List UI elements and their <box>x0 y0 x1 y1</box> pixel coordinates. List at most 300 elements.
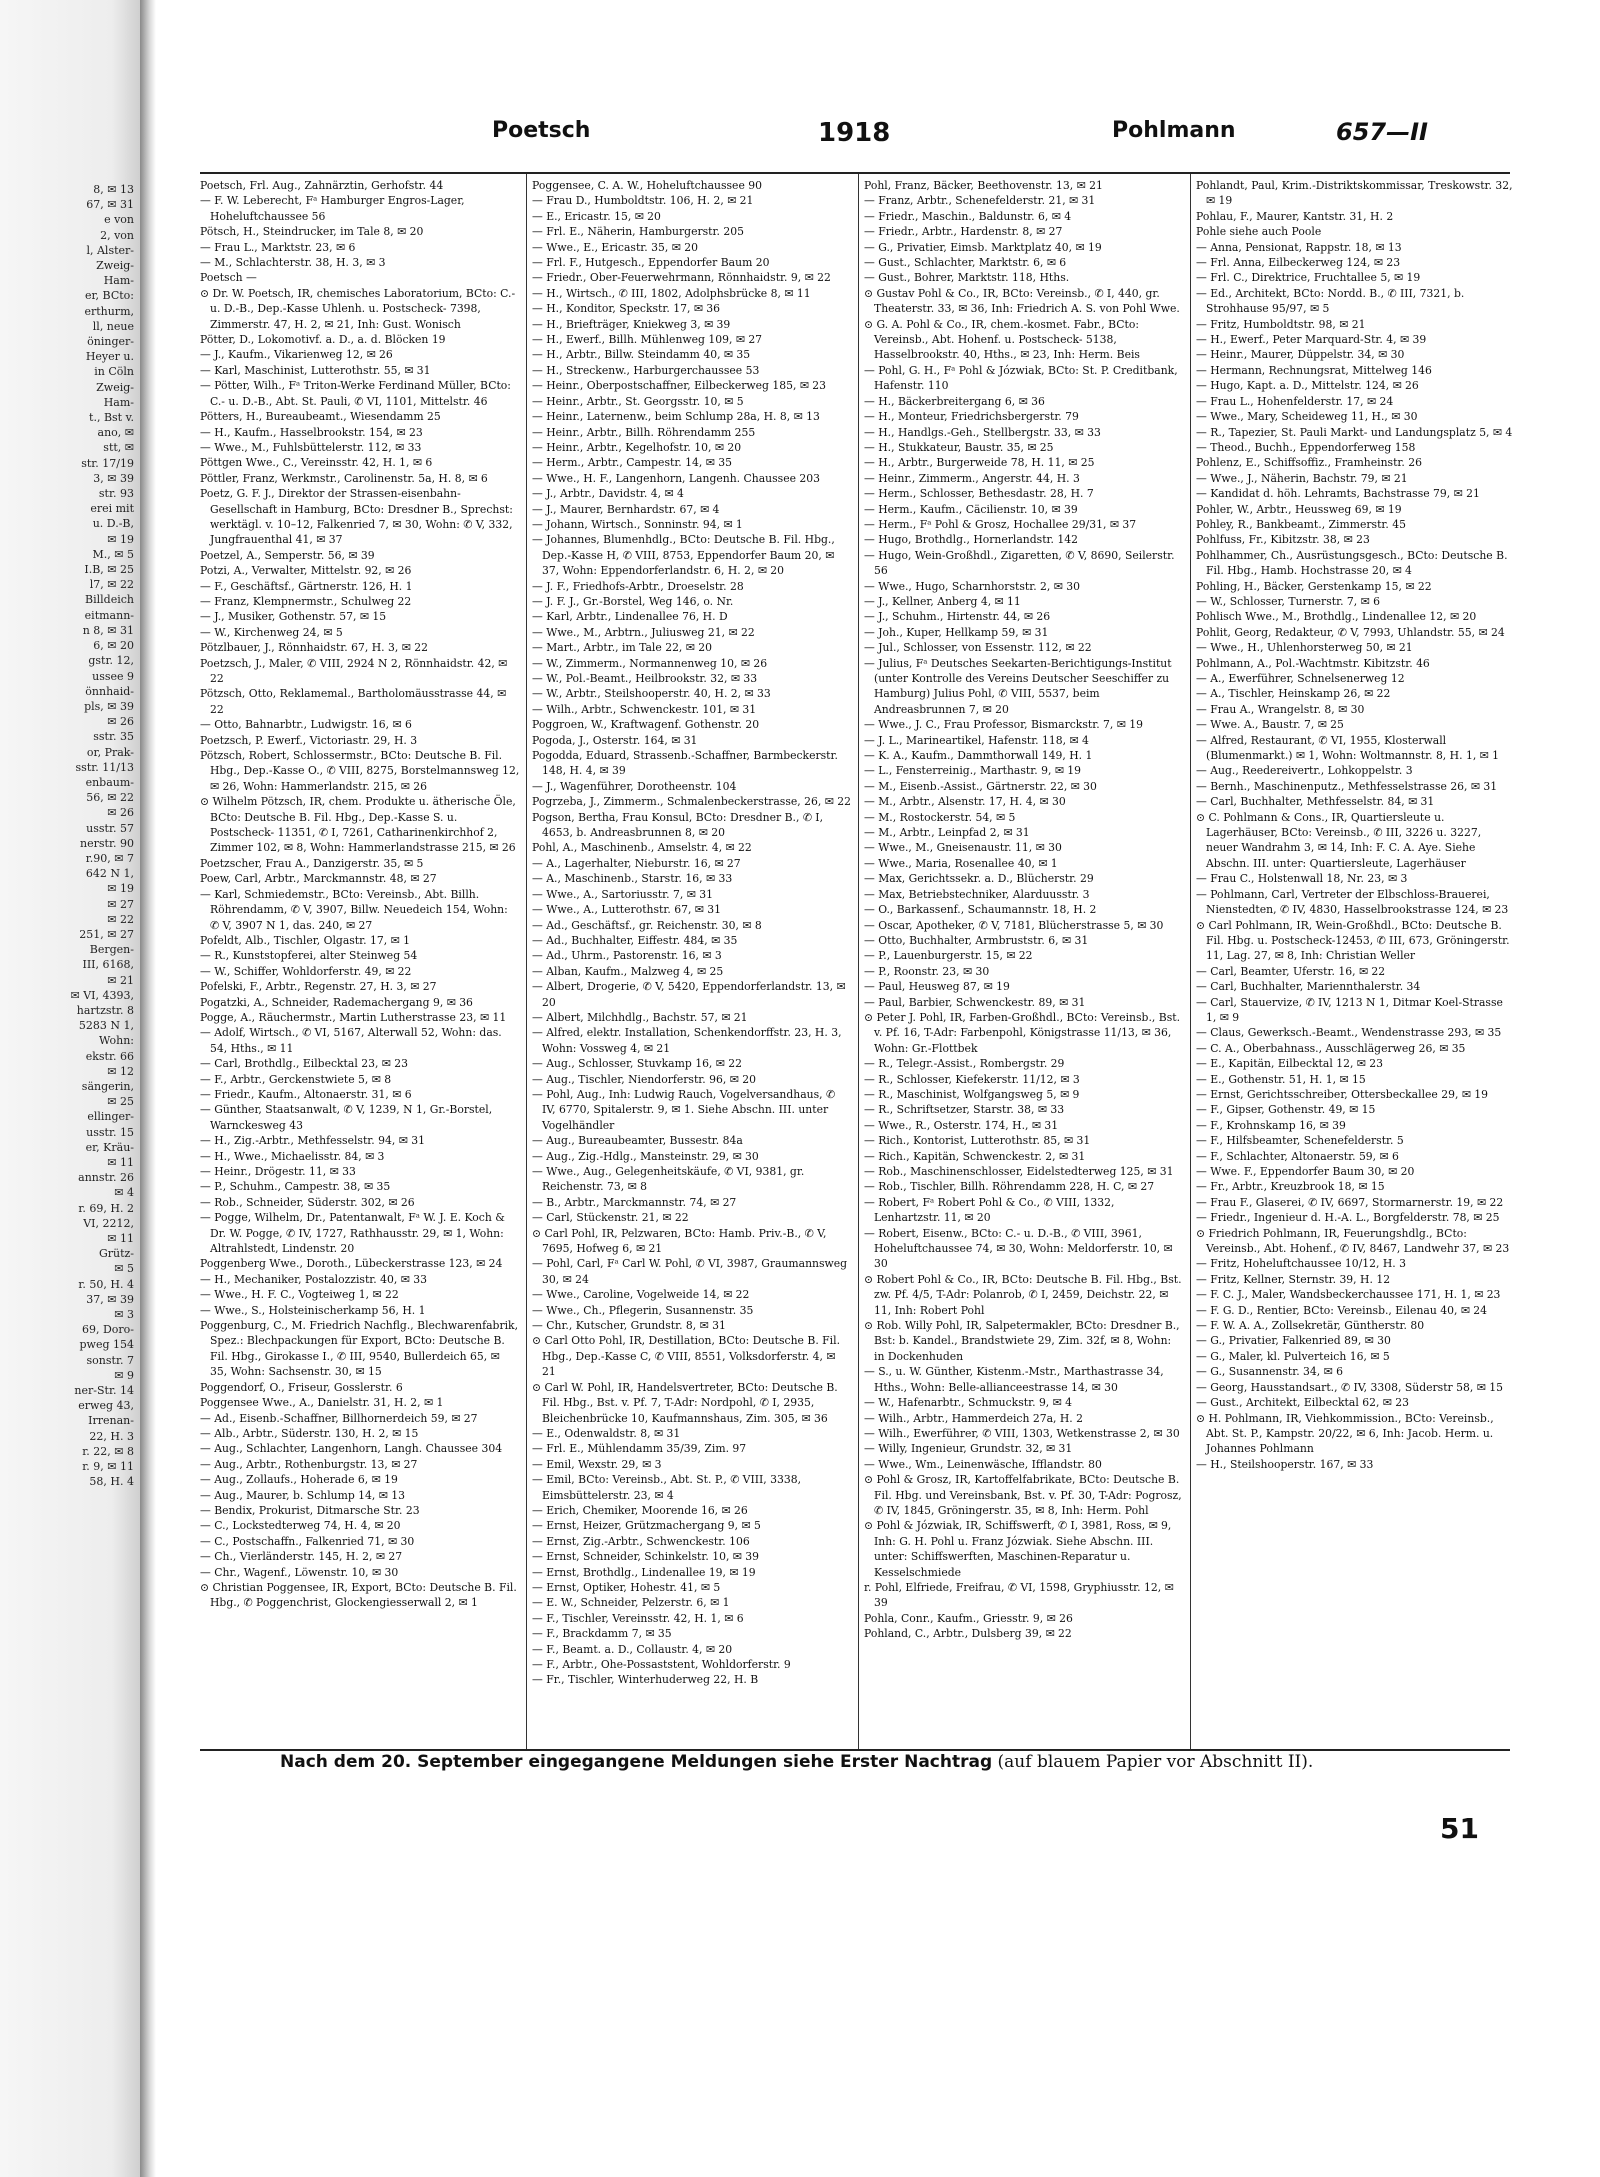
previous-page-fragment: ✉ 3 <box>114 1308 134 1322</box>
directory-entry: Pohlenz, E., Schiffsoffiz., Framheinstr. 26 <box>1196 456 1423 470</box>
directory-entry: — Wwe. F., Eppendorfer Baum 30, ✉ 20 <box>1196 1165 1415 1178</box>
column-3 <box>864 178 1184 1744</box>
directory-entry: — Carl, Stauervize, ✆ IV, 1213 N 1, Ditmar Koel-Strasse 1, ✉ 9 <box>1196 995 1503 1024</box>
directory-entry: Pötzsch, Robert, Schlossermstr., BCto: Deutsche B. Fil. Hbg., Dep.-Kasse O., ✆ VIII, 8275, Borstelmannsweg 12, ✉ 26, Wohn: Hammerlandstr. 215, ✉ 26 <box>200 749 520 793</box>
directory-entry: — F., Tischler, Vereinsstr. 42, H. 1, ✉ 6 <box>532 1611 744 1625</box>
directory-entry: — Paul, Barbier, Schwenckestr. 89, ✉ 31 <box>864 995 1086 1009</box>
directory-entry: Poggenburg, C., M. Friedrich Nachflg., Blechwarenfabrik, Spez.: Blechpackungen für Export, BCto: Deutsche B. Fil. Hbg., Girokasse I., ✆ III, 9540, Bullerdeich 65, ✉ 35, Wohn: Sachsenstr. 30, ✉ 15 <box>200 1319 519 1379</box>
directory-entry: — Pohl, Aug., Inh: Ludwig Rauch, Vogelversandhaus, ✆ IV, 6770, Spitalerstr. 9, ✉ 1. Siehe Abschn. III. unter Vogelhändler <box>532 1087 836 1132</box>
directory-entry: — Karl, Maschinist, Lutterothstr. 55, ✉ 31 <box>200 363 431 377</box>
directory-entry: — E., Ericastr. 15, ✉ 20 <box>532 209 661 223</box>
directory-entry: — M., Eisenb.-Assist., Gärtnerstr. 22, ✉ 30 <box>864 779 1097 793</box>
directory-entry: ⊙ G. A. Pohl & Co., IR, chem.-kosmet. Fabr., BCto: Vereinsb., Abt. Hohenf. u. Postscheck- 5138, Hasselbrookstr. 40, Hths., ✉ 23, Inh: Herm. Beis <box>864 317 1140 362</box>
directory-entry: Poetzscher, Frau A., Danzigerstr. 35, ✉ 5 <box>200 856 424 870</box>
directory-entry: — J., Kellner, Anberg 4, ✉ 11 <box>864 594 1021 608</box>
directory-entry: Pohlfuss, Fr., Kibitzstr. 38, ✉ 23 <box>1196 533 1370 547</box>
previous-page-fragment: erthurm, <box>84 304 134 318</box>
directory-entry: — Georg, Hausstandsart., ✆ IV, 3308, Süderstr 58, ✉ 15 <box>1196 1380 1503 1394</box>
directory-entry: — Frau C., Holstenwall 18, Nr. 23, ✉ 3 <box>1196 872 1408 886</box>
previous-page-fragment: Billdeich <box>85 593 134 607</box>
previous-page-fragment: önnhaid- <box>85 684 134 698</box>
directory-entry: — F. W. Leberecht, Fᵃ Hamburger Engros-Lager, Hoheluftchaussee 56 <box>200 194 465 223</box>
previous-page-fragment: hartzstr. 8 <box>76 1003 134 1017</box>
directory-entry: — Fr., Arbtr., Kreuzbrook 18, ✉ 15 <box>1196 1180 1385 1194</box>
directory-entry: — Ernst, Heizer, Grützmachergang 9, ✉ 5 <box>532 1519 761 1533</box>
directory-entry: — S., u. W. Günther, Kistenm.-Mstr., Marthastrasse 34, Hths., Wohn: Belle-allianceestrasse 14, ✉ 30 <box>864 1365 1164 1394</box>
directory-entry: — F. G. D., Rentier, BCto: Vereinsb., Eilenau 40, ✉ 24 <box>1196 1303 1488 1317</box>
directory-entry: — Wwe., Wm., Leinenwäsche, Ifflandstr. 80 <box>864 1457 1102 1471</box>
directory-entry: — Jul., Schlosser, von Essenstr. 112, ✉ 22 <box>864 641 1092 655</box>
previous-page-fragment: ano, ✉ <box>97 426 134 440</box>
directory-entry: — E., Odenwaldstr. 8, ✉ 31 <box>532 1426 681 1440</box>
previous-page-edge <box>0 0 142 2177</box>
directory-entry: ⊙ Rob. Willy Pohl, IR, Salpetermakler, BCto: Dresdner B., Bst: b. Kandel., Brandstwiete 29, Zim. 32f, ✉ 8, Wohn: in Dockenhuden <box>864 1319 1180 1363</box>
previous-page-fragment: M., ✉ 5 <box>92 547 134 561</box>
directory-entry: Poetzsch, J., Maler, ✆ VIII, 2924 N 2, Rönnhaidstr. 42, ✉ 22 <box>200 656 508 685</box>
previous-page-fragment: e von <box>104 213 134 227</box>
previous-page-fragment: in Cöln <box>94 365 134 379</box>
previous-page-fragment: ✉ 19 <box>107 882 134 896</box>
directory-entry: ⊙ Carl Otto Pohl, IR, Destillation, BCto: Deutsche B. Fil. Hbg., Dep.-Kasse C, ✆ VIII, 8551, Volksdorferstr. 4, ✉ 21 <box>532 1334 841 1379</box>
directory-entry: Pohlau, F., Maurer, Kantstr. 31, H. 2 <box>1196 209 1394 223</box>
directory-entry: ⊙ Friedrich Pohlmann, IR, Feuerungshdlg., BCto: Vereinsb., Abt. Hohenf., ✆ IV, 8467, Landwehr 37, ✉ 23 <box>1196 1226 1510 1256</box>
directory-entry: — Max, Betriebstechniker, Alarduusstr. 3 <box>864 887 1090 901</box>
previous-page-fragment: n 8, ✉ 31 <box>82 623 134 637</box>
directory-entry: ⊙ Carl Pohl, IR, Pelzwaren, BCto: Hamb. Priv.-B., ✆ V, 7695, Hofweg 6, ✉ 21 <box>532 1226 827 1256</box>
directory-entry: — Herm., Kaufm., Cäcilienstr. 10, ✉ 39 <box>864 502 1078 516</box>
directory-entry: — W., Schiffer, Wohldorferstr. 49, ✉ 22 <box>200 964 412 978</box>
previous-page-fragment: Heyer u. <box>85 350 134 364</box>
previous-page-fragment: ✉ 12 <box>107 1064 134 1078</box>
directory-entry: Pogrzeba, J., Zimmerm., Schmalenbeckerstrasse, 26, ✉ 22 <box>532 795 851 809</box>
directory-entry: Pötters, H., Bureaubeamt., Wiesendamm 25 <box>200 410 441 424</box>
previous-page-fragment: enbaum- <box>85 775 134 789</box>
directory-entry: — A., Ewerführer, Schnelsenerweg 12 <box>1196 672 1405 685</box>
column-2 <box>532 178 852 1744</box>
previous-page-fragment: öninger- <box>87 335 134 349</box>
directory-entry: — Kandidat d. höh. Lehramts, Bachstrasse 79, ✉ 21 <box>1196 487 1480 501</box>
directory-entry: — Heinr., Laternenw., beim Schlump 28a, H. 8, ✉ 13 <box>532 410 820 424</box>
directory-entry: Poetzsch, P. Ewerf., Victoriastr. 29, H. 3 <box>200 733 418 747</box>
directory-entry: — Aug., Zollaufs., Hoherade 6, ✉ 19 <box>200 1473 398 1487</box>
directory-entry: — H., Ewerf., Billh. Mühlenweg 109, ✉ 27 <box>532 333 763 347</box>
previous-page-fragment: Grütz- <box>98 1247 134 1261</box>
previous-page-fragment: r. 9, ✉ 11 <box>82 1460 134 1474</box>
previous-page-fragment: ✉ 25 <box>107 1095 134 1109</box>
directory-entry: — W., Zimmerm., Normannenweg 10, ✉ 26 <box>532 656 768 670</box>
directory-entry: — W., Schlosser, Turnerstr. 7, ✉ 6 <box>1196 594 1381 608</box>
previous-page-fragment: Wohn: <box>98 1034 134 1048</box>
directory-entry: — G., Privatier, Eimsb. Marktplatz 40, ✉ 19 <box>864 240 1102 254</box>
directory-entry: — Rich., Kontorist, Lutterothstr. 85, ✉ 31 <box>864 1134 1091 1148</box>
directory-entry: Poggroen, W., Kraftwagenf. Gothenstr. 20 <box>532 718 760 732</box>
directory-entry: Pogoda, J., Osterstr. 164, ✉ 31 <box>532 733 698 747</box>
directory-entry: — Rob., Tischler, Billh. Röhrendamm 228, H. C, ✉ 27 <box>864 1180 1155 1194</box>
directory-entry: — H., Zig.-Arbtr., Methfesselstr. 94, ✉ 31 <box>200 1134 425 1148</box>
directory-entry: — Frl. C., Direktrice, Fruchtallee 5, ✉ 19 <box>1196 271 1421 285</box>
directory-entry: — F., Arbtr., Gerckenstwiete 5, ✉ 8 <box>200 1072 392 1086</box>
directory-entry: — A., Maschinenb., Starstr. 16, ✉ 33 <box>532 872 733 886</box>
directory-entry: Poetsch, Frl. Aug., Zahnärztin, Gerhofstr. 44 <box>200 179 444 192</box>
directory-entry: — J., Schuhm., Hirtenstr. 44, ✉ 26 <box>864 610 1051 624</box>
previous-page-fragment: pweg 154 <box>79 1338 134 1352</box>
directory-entry: — C., Postschaffn., Falkenried 71, ✉ 30 <box>200 1534 415 1548</box>
directory-entry: — Robert, Fᵃ Robert Pohl & Co., ✆ VIII, 1332, Lenhartzstr. 11, ✉ 20 <box>864 1195 1115 1225</box>
directory-entry: — Fr., Tischler, Winterhuderweg 22, H. B <box>532 1673 759 1687</box>
directory-entry: — Albert, Drogerie, ✆ V, 5420, Eppendorferlandstr. 13, ✉ 20 <box>532 980 846 1009</box>
directory-entry: — Aug., Tischler, Niendorferstr. 96, ✉ 20 <box>532 1072 756 1086</box>
previous-page-fragment: nerstr. 90 <box>80 836 134 850</box>
directory-entry: — J., Kaufm., Vikarienweg 12, ✉ 26 <box>200 348 393 362</box>
directory-entry: — Heinr., Arbtr., Billh. Röhrendamm 255 <box>532 425 756 439</box>
column-1 <box>200 178 520 1744</box>
previous-page-fragment: ✉ 5 <box>114 1262 134 1276</box>
directory-entry: Pohlisch Wwe., M., Brothdlg., Lindenallee 12, ✉ 20 <box>1196 610 1477 624</box>
directory-entry: — Ad., Buchhalter, Eiffestr. 484, ✉ 35 <box>532 933 738 947</box>
previous-page-fragment: l7, ✉ 22 <box>89 578 134 592</box>
directory-entry: — J., Wagenführer, Dorotheenstr. 104 <box>532 779 737 793</box>
header-last-entry: Pohlmann <box>1112 118 1236 143</box>
previous-page-fragment: ll, neue <box>92 319 134 333</box>
previous-page-fragment: er, BCto: <box>84 289 134 303</box>
directory-entry: — M., Arbtr., Leinpfad 2, ✉ 31 <box>864 826 1030 840</box>
directory-entry: ⊙ C. Pohlmann & Cons., IR, Quartiersleute u. Lagerhäuser, BCto: Vereinsb., ✆ III, 3226 u. 3227, neuer Wandrahm 3, ✉ 14, Inh: F. C. A. Aye. Siehe Abschn. III. unter: Quartiersleute, Lagerhäuser <box>1196 810 1482 870</box>
directory-entry: — Heinr., Oberpostschaffner, Eilbeckerweg 185, ✉ 23 <box>532 379 827 393</box>
directory-entry: — W., Arbtr., Steilshooperstr. 40, H. 2, ✉ 33 <box>532 687 771 701</box>
directory-entry: — A., Tischler, Heinskamp 26, ✉ 22 <box>1196 687 1391 701</box>
directory-entry: — R., Telegr.-Assist., Rombergstr. 29 <box>864 1057 1065 1071</box>
directory-entry: — C., Lockstedterweg 74, H. 4, ✉ 20 <box>200 1519 401 1533</box>
directory-entry: Potzi, A., Verwalter, Mittelstr. 92, ✉ 26 <box>200 564 412 578</box>
directory-entry: — Pohl, Carl, Fᵃ Carl W. Pohl, ✆ VI, 3987, Graumannsweg 30, ✉ 24 <box>532 1257 848 1286</box>
directory-entry: — Otto, Buchhalter, Armbruststr. 6, ✉ 31 <box>864 933 1089 947</box>
directory-entry: Pohlit, Georg, Redakteur, ✆ V, 7993, Uhlandstr. 55, ✉ 24 <box>1196 625 1505 639</box>
directory-entry: — Emil, BCto: Vereinsb., Abt. St. P., ✆ VIII, 3338, Eimsbüttelerstr. 23, ✉ 4 <box>532 1473 802 1502</box>
directory-entry: — Carl, Buchhalter, Mariennthalerstr. 34 <box>1196 980 1421 994</box>
directory-entry: — Wwe., A., Lutterothstr. 67, ✉ 31 <box>532 903 722 917</box>
previous-page-fragment: III, 6168, <box>82 958 134 972</box>
previous-page-fragment: erei mit <box>90 502 134 516</box>
column-rule <box>526 174 527 1749</box>
previous-page-fragment: 67, ✉ 31 <box>86 198 134 212</box>
previous-page-fragment: r. 69, H. 2 <box>78 1201 134 1215</box>
directory-entry: — Herm., Schlosser, Bethesdastr. 28, H. 7 <box>864 487 1094 501</box>
directory-entry: — Wwe., E., Ericastr. 35, ✉ 20 <box>532 240 698 254</box>
directory-columns <box>200 172 1513 1751</box>
directory-entry: — H., Stukkateur, Baustr. 35, ✉ 25 <box>864 440 1054 454</box>
previous-page-fragment: I.B, ✉ 25 <box>84 563 134 577</box>
directory-entry: — H., Wwe., Michaelisstr. 84, ✉ 3 <box>200 1149 385 1163</box>
directory-entry: — Wilh., Arbtr., Schwenckestr. 101, ✉ 31 <box>532 702 757 716</box>
directory-entry: — Oscar, Apotheker, ✆ V, 7181, Blücherstrasse 5, ✉ 30 <box>864 918 1164 932</box>
directory-entry: — H., Wirtsch., ✆ III, 1802, Adolphsbrücke 8, ✉ 11 <box>532 286 811 300</box>
directory-entry: — Anna, Pensionat, Rappstr. 18, ✉ 13 <box>1196 240 1402 254</box>
previous-page-fragment: t., Bst v. <box>89 411 134 425</box>
directory-entry: — Mart., Arbtr., im Tale 22, ✉ 20 <box>532 641 713 655</box>
directory-entry: — Willy, Ingenieur, Grundstr. 32, ✉ 31 <box>864 1442 1073 1456</box>
directory-entry: — Franz, Klempnermstr., Schulweg 22 <box>200 594 412 608</box>
directory-entry: — H., Arbtr., Billw. Steindamm 40, ✉ 35 <box>532 348 751 362</box>
directory-entry: — Fritz, Kellner, Sternstr. 39, H. 12 <box>1196 1272 1391 1286</box>
previous-page-fragment: Ham- <box>103 274 134 288</box>
previous-page-fragment: ellinger- <box>87 1110 134 1124</box>
directory-entry: — Hugo, Kapt. a. D., Mittelstr. 124, ✉ 26 <box>1196 379 1419 393</box>
column-rule <box>1190 174 1191 1749</box>
directory-entry: — F., Brackdamm 7, ✉ 35 <box>532 1627 672 1641</box>
directory-entry: — Heinr., Arbtr., St. Georgsstr. 10, ✉ 5 <box>532 394 744 408</box>
previous-page-fragment: Ham- <box>103 395 134 409</box>
directory-entry: — Wilh., Ewerführer, ✆ VIII, 1303, Wetkenstrasse 2, ✉ 30 <box>864 1426 1180 1440</box>
previous-page-fragment: sstr. 35 <box>93 730 134 744</box>
supplement-notice <box>280 1752 1520 1772</box>
directory-entry: — Adolf, Wirtsch., ✆ VI, 5167, Alterwall 52, Wohn: das. 54, Hths., ✉ 11 <box>200 1026 502 1055</box>
directory-entry: — W., Kirchenweg 24, ✉ 5 <box>200 625 343 639</box>
directory-entry: — J., Arbtr., Davidstr. 4, ✉ 4 <box>532 487 684 501</box>
directory-entry: — H., Bäckerbreitergang 6, ✉ 36 <box>864 394 1045 408</box>
directory-entry: — E., Kapitän, Eilbecktal 12, ✉ 23 <box>1196 1057 1384 1071</box>
directory-entry: — Heinr., Drögestr. 11, ✉ 33 <box>200 1165 356 1178</box>
directory-entry: — Heinr., Zimmerm., Angerstr. 44, H. 3 <box>864 471 1080 485</box>
previous-page-fragment: 58, H. 4 <box>89 1475 134 1489</box>
directory-entry: Pogatzki, A., Schneider, Rademachergang 9, ✉ 36 <box>200 995 473 1009</box>
directory-entry: — E., Gothenstr. 51, H. 1, ✉ 15 <box>1196 1072 1366 1086</box>
directory-entry: — Wwe., Aug., Gelegenheitskäufe, ✆ VI, 9381, gr. Reichenstr. 73, ✉ 8 <box>532 1165 805 1194</box>
directory-entry: — Fritz, Humboldtstr. 98, ✉ 21 <box>1196 317 1366 331</box>
directory-entry: Pohl, Franz, Bäcker, Beethovenstr. 13, ✉ 21 <box>864 179 1103 192</box>
directory-entry: — Franz, Arbtr., Schenefelderstr. 21, ✉ 31 <box>864 194 1096 208</box>
directory-entry: — Chr., Wagenf., Löwenstr. 10, ✉ 30 <box>200 1565 399 1579</box>
directory-entry: — Claus, Gewerksch.-Beamt., Wendenstrasse 293, ✉ 35 <box>1196 1026 1502 1040</box>
directory-entry: — Karl, Arbtr., Lindenallee 76, H. D <box>532 610 728 624</box>
previous-page-fragment: ✉ 4 <box>114 1186 134 1200</box>
previous-page-fragment: 56, ✉ 22 <box>86 791 134 805</box>
directory-entry: ⊙ Robert Pohl & Co., IR, BCto: Deutsche B. Fil. Hbg., Bst. zw. Pf. 4/5, T-Adr: Polanrob, ✆ I, 2459, Deichstr. 22, ✉ 11, Inh: Robert Pohl <box>864 1272 1182 1317</box>
directory-entry: — Ch., Vierländerstr. 145, H. 2, ✉ 27 <box>200 1550 403 1564</box>
directory-entry: Poggensee, C. A. W., Hoheluftchaussee 90 <box>532 179 763 192</box>
directory-entry: — Wwe., Mary, Scheideweg 11, H., ✉ 30 <box>1196 410 1418 424</box>
directory-entry: — H., Steilshooperstr. 167, ✉ 33 <box>1196 1457 1374 1471</box>
directory-entry: — K. A., Kaufm., Dammthorwall 149, H. 1 <box>864 749 1093 763</box>
directory-entry: — Wwe., A., Sartoriusstr. 7, ✉ 31 <box>532 887 713 901</box>
directory-entry: — J. L., Marineartikel, Hafenstr. 118, ✉ 4 <box>864 733 1089 747</box>
previous-page-fragment: r. 50, H. 4 <box>78 1277 134 1291</box>
previous-page-fragment: 22, H. 3 <box>89 1429 134 1443</box>
directory-entry: — R., Schriftsetzer, Starstr. 38, ✉ 33 <box>864 1103 1065 1117</box>
directory-entry: Pötter, D., Lokomotivf. a. D., a. d. Blöcken 19 <box>200 333 446 347</box>
previous-page-fragment: 8, ✉ 13 <box>93 183 134 196</box>
previous-page-fragment: r. 22, ✉ 8 <box>82 1444 134 1458</box>
directory-entry: — G., Privatier, Falkenried 89, ✉ 30 <box>1196 1334 1391 1348</box>
directory-entry: ⊙ Christian Poggensee, IR, Export, BCto: Deutsche B. Fil. Hbg., ✆ Poggenchrist, Glockengiesserwall 2, ✉ 1 <box>200 1580 517 1610</box>
directory-entry: — Ed., Architekt, BCto: Nordd. B., ✆ III, 7321, b. Strohhause 95/97, ✉ 5 <box>1196 286 1465 316</box>
directory-entry: — H., Streckenw., Harburgerchaussee 53 <box>532 363 760 377</box>
directory-entry: — F., Beamt. a. D., Collaustr. 4, ✉ 20 <box>532 1642 733 1656</box>
previous-page-fragment: usstr. 57 <box>86 821 134 835</box>
directory-entry: — E. W., Schneider, Pelzerstr. 6, ✉ 1 <box>532 1596 730 1610</box>
previous-page-fragment: ✉ 22 <box>107 912 134 926</box>
directory-entry: r. Pohl, Elfriede, Freifrau, ✆ VI, 1598, Gryphiusstr. 12, ✉ 39 <box>864 1580 1174 1610</box>
directory-entry: — F. W. A. A., Zollsekretär, Güntherstr. 80 <box>1196 1319 1425 1333</box>
previous-page-fragment: eitmann- <box>84 608 134 622</box>
directory-entry: — Frau D., Humboldtstr. 106, H. 2, ✉ 21 <box>532 194 754 208</box>
previous-page-fragment: l, Alster- <box>86 243 134 257</box>
previous-page-fragment: Zweig- <box>96 259 134 273</box>
directory-entry: — Otto, Bahnarbtr., Ludwigstr. 16, ✉ 6 <box>200 718 412 732</box>
directory-entry: Pöttler, Franz, Werkmstr., Carolinenstr. 5a, H. 8, ✉ 6 <box>200 471 488 485</box>
directory-entry: Poew, Carl, Arbtr., Marckmannstr. 48, ✉ 27 <box>200 872 437 886</box>
directory-entry: — Frau A., Wrangelstr. 8, ✉ 30 <box>1196 702 1365 716</box>
directory-entry: — R., Maschinist, Wolfgangsweg 5, ✉ 9 <box>864 1087 1080 1101</box>
previous-page-fragment: stt, ✉ <box>103 441 134 455</box>
previous-page-fragment: ✉ 26 <box>107 715 134 729</box>
header-year: 1918 <box>818 118 891 148</box>
directory-entry: — B., Arbtr., Marckmannstr. 74, ✉ 27 <box>532 1195 737 1209</box>
previous-page-fragment: ✉ 19 <box>107 532 134 546</box>
directory-entry: — M., Schlachterstr. 38, H. 3, ✉ 3 <box>200 256 386 270</box>
directory-entry: — Gust., Bohrer, Marktstr. 118, Hths. <box>864 271 1070 285</box>
directory-entry: Poggenberg Wwe., Doroth., Lübeckerstrasse 123, ✉ 24 <box>200 1257 503 1271</box>
directory-entry: — Rob., Schneider, Süderstr. 302, ✉ 26 <box>200 1195 415 1209</box>
directory-entry: — Carl, Buchhalter, Methfesselstr. 84, ✉ 31 <box>1196 795 1435 809</box>
directory-entry: — Günther, Staatsanwalt, ✆ V, 1239, N 1, Gr.-Borstel, Warnckesweg 43 <box>200 1103 493 1132</box>
previous-page-fragment: sängerin, <box>81 1079 134 1093</box>
directory-entry: — Wwe., Caroline, Vogelweide 14, ✉ 22 <box>532 1288 750 1302</box>
directory-entry: — Frl. E., Mühlendamm 35/39, Zim. 97 <box>532 1442 747 1456</box>
directory-entry: — Frl. F., Hutgesch., Eppendorfer Baum 20 <box>532 256 770 270</box>
directory-entry: — Rob., Maschinenschlosser, Eidelstedterweg 125, ✉ 31 <box>864 1165 1174 1178</box>
directory-entry: — R., Kunststopferei, alter Steinweg 54 <box>200 949 418 963</box>
previous-page-fragment: erweg 43, <box>78 1399 134 1413</box>
directory-entry: — Aug., Reedereivertr., Lohkoppelstr. 3 <box>1196 764 1413 778</box>
directory-entry: — Ernst, Gerichtsschreiber, Ottersbeckallee 29, ✉ 19 <box>1196 1087 1489 1101</box>
previous-page-fragment: Irrenan- <box>88 1414 134 1428</box>
directory-entry: — Alfred, elektr. Installation, Schenkendorffstr. 23, H. 3, Wohn: Vossweg 4, ✉ 21 <box>532 1026 842 1055</box>
directory-entry: — C. A., Oberbahnass., Ausschlägerweg 26, ✉ 35 <box>1196 1041 1466 1055</box>
folio-number: 51 <box>1440 1812 1479 1845</box>
directory-entry: Pofelski, F., Arbtr., Regenstr. 27, H. 3, ✉ 27 <box>200 980 437 994</box>
previous-page-fragment: ✉ 9 <box>114 1368 134 1382</box>
directory-entry: — Ernst, Zig.-Arbtr., Schwenckestr. 106 <box>532 1534 750 1548</box>
previous-page-fragment: ✉ 27 <box>107 897 134 911</box>
supplement-notice-sub: (auf blauem Papier vor Abschnitt II). <box>997 1752 1314 1772</box>
previous-page-fragment: usstr. 15 <box>86 1125 134 1139</box>
supplement-notice-main: Nach dem 20. September eingegangene Meldungen siehe Erster Nachtrag <box>280 1752 993 1772</box>
previous-page-fragment: or, Prak- <box>86 745 134 759</box>
directory-entry: Pogge, A., Räuchermstr., Martin Lutherstrasse 23, ✉ 11 <box>200 1010 507 1024</box>
directory-entry: — Johannes, Blumenhdlg., BCto: Deutsche B. Fil. Hbg., Dep.-Kasse H, ✆ VIII, 8753, Eppendorfer Baum 20, ✉ 37, Wohn: Eppendorferlandstr. 6, H. 2, ✉ 20 <box>532 533 835 578</box>
directory-entry: — Ernst, Optiker, Hohestr. 41, ✉ 5 <box>532 1580 721 1594</box>
directory-entry: — H., Kaufm., Hasselbrookstr. 154, ✉ 23 <box>200 425 423 439</box>
previous-page-fragment: ✉ 21 <box>107 973 134 987</box>
directory-entry: ⊙ Pohl & Józwiak, IR, Schiffswerft, ✆ I, 3981, Ross, ✉ 9, Inh: G. H. Pohl u. Franz Józwiak. Siehe Abschn. III. unter: Schiffswerften, Maschinen-Reparatur u. Kesselschmiede <box>864 1519 1172 1579</box>
previous-page-fragment: ekstr. 66 <box>85 1049 134 1063</box>
directory-entry: — Max, Gerichtssekr. a. D., Blücherstr. 29 <box>864 872 1094 886</box>
directory-entry: — Ad., Uhrm., Pastorenstr. 16, ✉ 3 <box>532 949 722 963</box>
directory-entry: — Joh., Kuper, Hellkamp 59, ✉ 31 <box>864 625 1049 639</box>
directory-entry: ⊙ Dr. W. Poetsch, IR, chemisches Laboratorium, BCto: C.- u. D.-B., Dep.-Kasse Uhlenh. u. Postscheck- 7398, Zimmerstr. 47, H. 2, ✉ 21, Inh: Gust. Wonisch <box>200 286 516 331</box>
header-first-entry: Poetsch <box>492 118 591 143</box>
directory-entry: — Aug., Maurer, b. Schlump 14, ✉ 13 <box>200 1488 406 1502</box>
directory-entry: — Wwe., H. F., Langenhorn, Langenh. Chaussee 203 <box>532 471 821 485</box>
previous-page-fragment: str. 93 <box>98 487 134 501</box>
directory-entry: — Wwe., J., Näherin, Bachstr. 79, ✉ 21 <box>1196 471 1408 485</box>
previous-page-fragment: gstr. 12, <box>88 654 134 668</box>
directory-entry: — Carl, Stückenstr. 21, ✉ 22 <box>532 1211 689 1225</box>
directory-entry: — Wwe., H. F. C., Vogteiweg 1, ✉ 22 <box>200 1288 399 1302</box>
directory-entry: — Wwe., Ch., Pflegerin, Susannenstr. 35 <box>532 1303 754 1317</box>
directory-entry: — Wwe., M., Fuhlsbüttelerstr. 112, ✉ 33 <box>200 440 422 454</box>
directory-entry: — M., Arbtr., Alsenstr. 17, H. 4, ✉ 30 <box>864 795 1066 809</box>
directory-entry: — Alb., Arbtr., Süderstr. 130, H. 2, ✉ 15 <box>200 1426 419 1440</box>
directory-entry: ⊙ Gustav Pohl & Co., IR, BCto: Vereinsb., ✆ I, 440, gr. Theaterstr. 33, ✉ 36, Inh: Friedrich A. S. von Pohl Wwe. <box>864 286 1180 316</box>
directory-entry: ⊙ Pohl & Grosz, IR, Kartoffelfabrikate, BCto: Deutsche B. Fil. Hbg. und Vereinsbank, Bst. v. Pf. 30, T-Adr: Pogrosz, ✆ IV, 1845, Gröningerstr. 35, ✉ 8, Inh: Herm. Pohl <box>864 1473 1182 1517</box>
directory-entry: — W., Pol.-Beamt., Heilbrookstr. 32, ✉ 33 <box>532 672 758 685</box>
directory-entry: ⊙ Peter J. Pohl, IR, Farben-Großhdl., BCto: Vereinsb., Bst. v. Pf. 16, T-Adr: Farbenpohl, Königstrasse 11/13, ✉ 36, Wohn: Gr.-Flottbek <box>864 1010 1181 1055</box>
directory-entry: — H., Ewerf., Peter Marquard-Str. 4, ✉ 39 <box>1196 333 1427 347</box>
directory-entry: — Johann, Wirtsch., Sonninstr. 94, ✉ 1 <box>532 517 743 531</box>
directory-entry: Poetz, G. F. J., Direktor der Strassen-eisenbahn-Gesellschaft in Hamburg, BCto: Dresdner B., Sprechst: werktägl. v. 10–12, Falkenried 7, ✉ 30, Wohn: ✆ V, 332, Jungfrauenthal 41, ✉ 37 <box>200 487 513 547</box>
directory-entry: — F., Gipser, Gothenstr. 49, ✉ 15 <box>1196 1103 1376 1117</box>
directory-entry: — Aug., Schlachter, Langenhorn, Langh. Chaussee 304 <box>200 1442 503 1456</box>
directory-entry: — H., Konditor, Speckstr. 17, ✉ 36 <box>532 302 721 316</box>
directory-entry: Pohlmann, A., Pol.-Wachtmstr. Kibitzstr. 46 <box>1196 656 1430 670</box>
directory-entry: — Hermann, Rechnungsrat, Mittelweg 146 <box>1196 363 1432 377</box>
previous-page-fragment: 3, ✉ 39 <box>93 471 134 485</box>
directory-entry: — Alban, Kaufm., Malzweg 4, ✉ 25 <box>532 964 724 978</box>
previous-page-fragment: 37, ✉ 39 <box>86 1292 134 1306</box>
directory-entry: — F., Arbtr., Ohe-Possaststent, Wohldorferstr. 9 <box>532 1658 791 1671</box>
directory-entry: — Pötter, Wilh., Fᵃ Triton-Werke Ferdinand Müller, BCto: C.- u. D.-B., Abt. St. Pauli, ✆ VI, 1101, Mittelstr. 46 <box>200 379 511 408</box>
directory-entry: Pötsch, H., Steindrucker, im Tale 8, ✉ 20 <box>200 225 424 239</box>
directory-entry: — Frl. E., Näherin, Hamburgerstr. 205 <box>532 225 744 239</box>
directory-entry: — Heinr., Arbtr., Kegelhofstr. 10, ✉ 20 <box>532 440 742 454</box>
previous-page-fragment: ✉ 11 <box>107 1232 134 1246</box>
directory-entry: — Pogge, Wilhelm, Dr., Patentanwalt, Fᵃ W. J. E. Koch & Dr. W. Pogge, ✆ IV, 1727, Rathhausstr. 29, ✉ 1, Wohn: Altrahlstedt, Lindenstr. 20 <box>200 1211 505 1256</box>
previous-page-fragment: str. 17/19 <box>81 456 134 470</box>
directory-entry: — Carl, Beamter, Uferstr. 16, ✉ 22 <box>1196 964 1386 978</box>
book-gutter <box>140 0 156 2177</box>
directory-entry: — Frau L., Hohenfelderstr. 17, ✉ 24 <box>1196 394 1394 408</box>
previous-page-fragment: u. D.-B, <box>92 517 134 531</box>
directory-entry: — Hugo, Brothdlg., Hornerlandstr. 142 <box>864 533 1078 547</box>
directory-entry: — Chr., Kutscher, Grundstr. 8, ✉ 31 <box>532 1319 726 1333</box>
directory-entry: — Aug., Arbtr., Rothenburgstr. 13, ✉ 27 <box>200 1457 418 1471</box>
directory-entry: — G., Maler, kl. Pulverteich 16, ✉ 5 <box>1196 1349 1390 1363</box>
directory-entry: ⊙ H. Pohlmann, IR, Viehkommission., BCto: Vereinsb., Abt. St. P., Kampstr. 20/22, ✉ 6, Inh: Jacob. Herm. u. Johannes Pohlmann <box>1196 1411 1494 1456</box>
directory-entry: — Aug., Zig.-Hdlg., Mansteinstr. 29, ✉ 30 <box>532 1149 759 1163</box>
previous-page-fragment: er, Kräu- <box>85 1140 134 1154</box>
directory-entry: — Wwe. A., Baustr. 7, ✉ 25 <box>1196 718 1344 732</box>
previous-page-fragment: ✉ 26 <box>107 806 134 820</box>
directory-entry: — Erich, Chemiker, Moorende 16, ✉ 26 <box>532 1503 748 1517</box>
directory-entry: — Ad., Geschäftsf., gr. Reichenstr. 30, ✉ 8 <box>532 918 762 932</box>
directory-entry: — Albert, Milchhdlg., Bachstr. 57, ✉ 21 <box>532 1010 748 1024</box>
directory-entry: — Julius, Fᵃ Deutsches Seekarten-Berichtigungs-Institut (unter Kontrolle des Vereins Deutscher Seeschiffer zu Hamburg) Julius Pohl, ✆ VIII, 5537, beim Andreasbrunnen 7, ✉ 20 <box>864 656 1172 716</box>
directory-entry: — Ernst, Brothdlg., Lindenallee 19, ✉ 19 <box>532 1565 756 1579</box>
directory-entry: — Wwe., R., Osterstr. 174, H., ✉ 31 <box>864 1118 1059 1132</box>
directory-entry: — J. F., Friedhofs-Arbtr., Droeselstr. 28 <box>532 579 744 593</box>
directory-entry: Pötzsch, Otto, Reklamemal., Bartholomäusstrasse 44, ✉ 22 <box>200 687 507 716</box>
previous-page-fragment: Bergen- <box>89 943 134 957</box>
directory-entry: — H., Briefträger, Kniekweg 3, ✉ 39 <box>532 317 731 331</box>
directory-entry: — Wwe., S., Holsteinischerkamp 56, H. 1 <box>200 1303 426 1317</box>
previous-page-fragment: pls, ✉ 39 <box>84 699 134 713</box>
directory-entry: Poetzel, A., Semperstr. 56, ✉ 39 <box>200 548 375 562</box>
directory-entry: — Hugo, Wein-Großhdl., Zigaretten, ✆ V, 8690, Seilerstr. 56 <box>864 548 1175 578</box>
previous-page-fragment: sonstr. 7 <box>86 1353 134 1367</box>
directory-entry: Poetsch — <box>200 271 257 285</box>
directory-entry: Pohlandt, Paul, Krim.-Distriktskommissar, Treskowstr. 32, ✉ 19 <box>1196 179 1513 208</box>
